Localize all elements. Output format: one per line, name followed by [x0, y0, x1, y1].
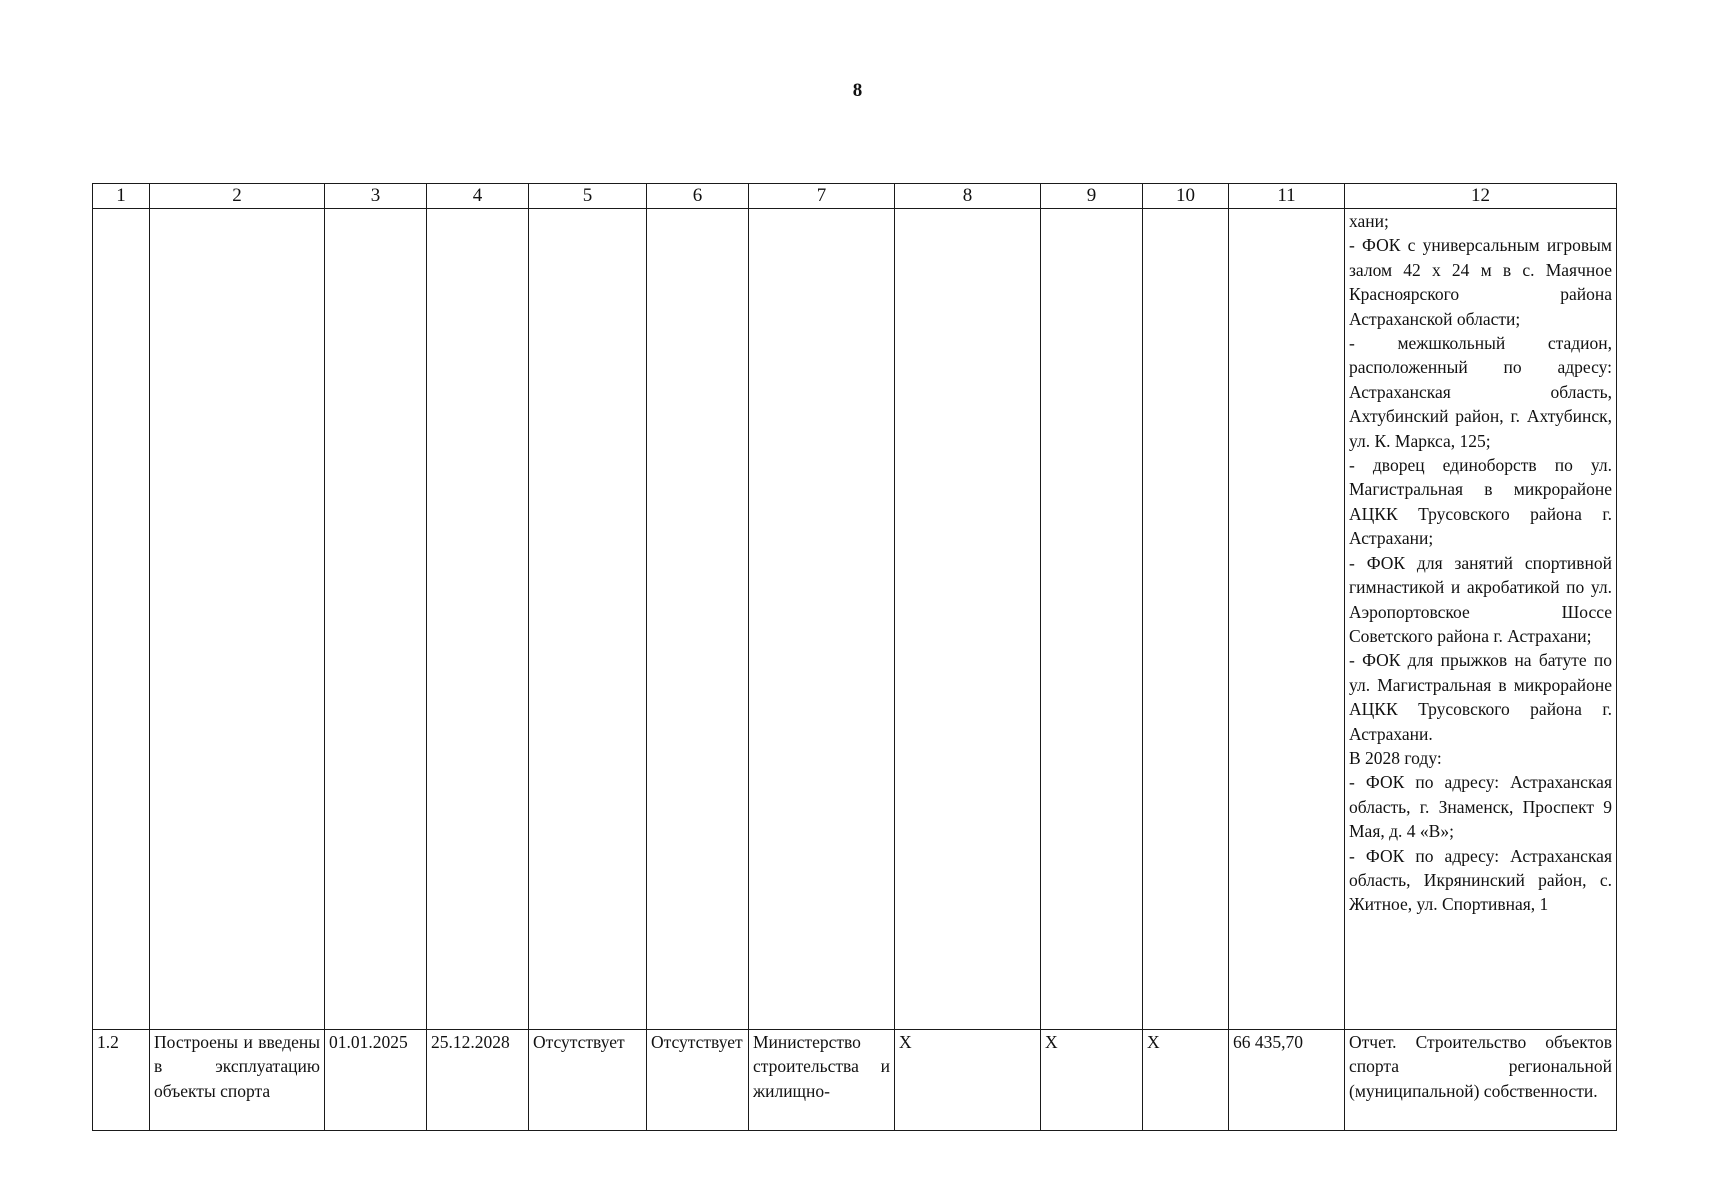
start-date-cell: 01.01.2025 [325, 1030, 427, 1131]
measures-table [92, 183, 1617, 1131]
header-col-11: 11 [1229, 184, 1345, 209]
continuation-line: - ФОК с универсальным игровым залом 42 х 24 м в с. Маячное Красноярского района Астраханской области; [1349, 235, 1612, 329]
cont-cell-3 [325, 209, 427, 1030]
header-row [93, 184, 1617, 209]
predecessor-cell: Отсутствует [529, 1030, 647, 1131]
table-row-1-2 [93, 1030, 1617, 1131]
cont-cell-10 [1143, 209, 1229, 1030]
continuation-row [93, 209, 1617, 1030]
successor-cell: Отсутствует [647, 1030, 749, 1131]
header-col-5: 5 [529, 184, 647, 209]
cont-cell-4 [427, 209, 529, 1030]
continuation-line: - ФОК по адресу: Астраханская область, г. Знаменск, Проспект 9 Мая, д. 4 «В»; [1349, 772, 1612, 842]
continuation-line: - дворец единоборств по ул. Магистральная в микрорайоне АЦКК Трусовского района г. Астрахани; [1349, 455, 1612, 549]
col-9-cell: Х [1041, 1030, 1143, 1131]
header-col-1: 1 [93, 184, 150, 209]
funding-cell: 66 435,70 [1229, 1030, 1345, 1131]
cont-cell-6 [647, 209, 749, 1030]
header-col-6: 6 [647, 184, 749, 209]
header-col-7: 7 [749, 184, 895, 209]
cont-cell-1 [93, 209, 150, 1030]
continuation-line: - ФОК по адресу: Астраханская область, Икрянинский район, с. Житное, ул. Спортивная, 1 [1349, 845, 1612, 915]
cont-cell-2 [150, 209, 325, 1030]
responsible-cell: Министерство строительства и жилищно- [749, 1030, 895, 1131]
header-col-8: 8 [895, 184, 1041, 209]
document-cell: Отчет. Строительство объектов спорта региональной (муниципальной) собственности. [1345, 1030, 1617, 1131]
end-date-cell: 25.12.2028 [427, 1030, 529, 1131]
header-col-12: 12 [1345, 184, 1617, 209]
cont-cell-11 [1229, 209, 1345, 1030]
header-col-9: 9 [1041, 184, 1143, 209]
result-name-cell: Построены и введены в эксплуатацию объекты спорта [150, 1030, 325, 1131]
header-col-10: 10 [1143, 184, 1229, 209]
col-8-cell: Х [895, 1030, 1041, 1131]
cont-cell-8 [895, 209, 1041, 1030]
cont-cell-5 [529, 209, 647, 1030]
page-number: 8 [852, 80, 863, 101]
continuation-line: хани; [1349, 211, 1389, 231]
continuation-line: В 2028 году: [1349, 747, 1442, 768]
col-10-cell: Х [1143, 1030, 1229, 1131]
continuation-line: - ФОК для прыжков на батуте по ул. Магистральная в микрорайоне АЦКК Трусовского района г. Астрахани. [1349, 650, 1612, 744]
continuation-line: - ФОК для занятий спортивной гимнастикой и акробатикой по ул. Аэропортовское Шоссе Советского района г. Астрахани; [1349, 552, 1612, 646]
row-number-cell: 1.2 [93, 1030, 150, 1131]
header-col-2: 2 [150, 184, 325, 209]
header-col-4: 4 [427, 184, 529, 209]
cont-cell-9 [1041, 209, 1143, 1030]
continuation-line: - межшкольный стадион, расположенный по адресу: Астраханская область, Ахтубинский район, г. Ахтубинск, ул. К. Маркса, 125; [1349, 333, 1612, 451]
header-col-3: 3 [325, 184, 427, 209]
cont-cell-7 [749, 209, 895, 1030]
cont-cell-12 [1345, 209, 1617, 1030]
